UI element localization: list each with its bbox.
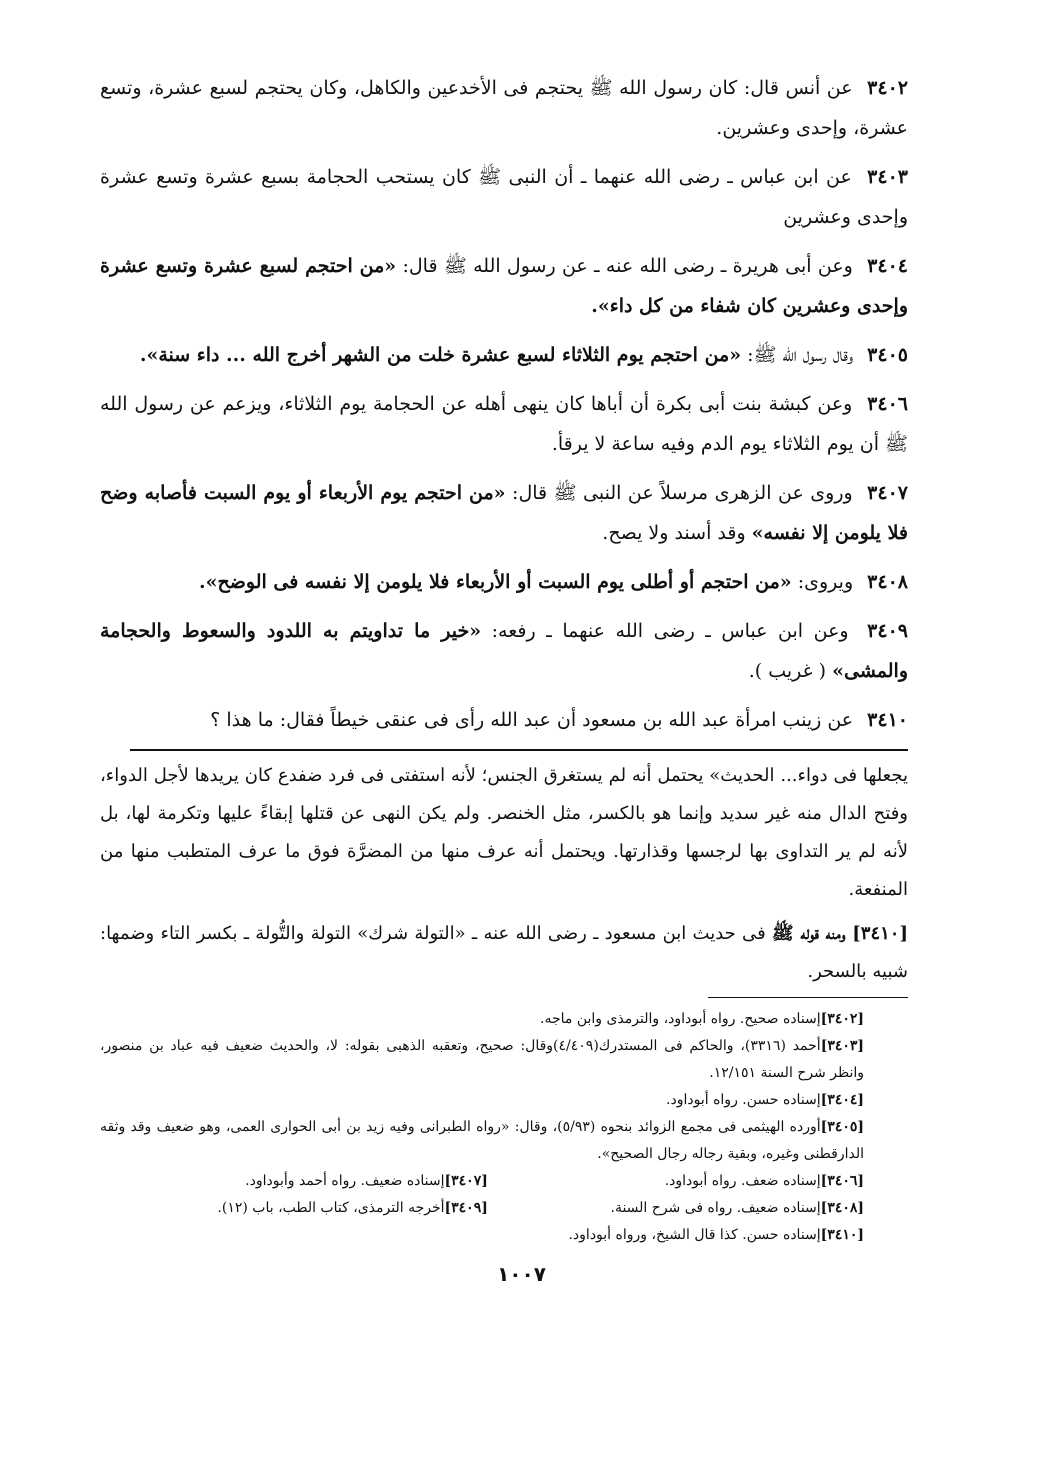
footnote-3405 xyxy=(100,1114,908,1168)
hadith-quote: «خير ما تداويتم به اللدود والسعوط والحجامة والمشى» xyxy=(100,620,908,682)
hadith-number: ٣٤٠٧ xyxy=(867,482,908,504)
commentary-ref: [٣٤١٠] ومنه قوله ﷺ xyxy=(771,923,908,944)
footnote-3403 xyxy=(100,1033,908,1087)
footnote-text: إسناده ضعيف. رواه أحمد وأبوداود. xyxy=(245,1173,445,1189)
commentary-paragraph-3410 xyxy=(100,915,908,991)
hadith-text: ويروى: xyxy=(797,571,854,593)
footnote-text: إسناده ضعف. رواه أبوداود. xyxy=(664,1173,821,1189)
hadith-number: ٣٤٠٨ xyxy=(867,571,908,593)
footnote-3409 xyxy=(100,1195,488,1222)
hadith-tail: ( غريب ). xyxy=(748,660,833,682)
hadith-quote: «من احتجم يوم الثلاثاء لسبع عشرة خلت من الشهر أخرج الله ... داء سنة». xyxy=(139,344,742,366)
hadith-text: وعن ابن عباس ـ رضى الله عنهما ـ رفعه: xyxy=(491,620,849,642)
hadith-number: ٣٤٠٢ xyxy=(867,77,908,99)
hadith-text: عن زينب امرأة عبد الله بن مسعود أن عبد الله رأى فى عنقى خيطاً فقال: ما هذا ؟ xyxy=(210,709,854,731)
footnote-ref: [٣٤٠٦] xyxy=(820,1173,864,1189)
hadith-text: وعن أبى هريرة ـ رضى الله عنه ـ عن رسول الله ﷺ قال: xyxy=(402,255,853,277)
commentary-text: فى حديث ابن مسعود ـ رضى الله عنه ـ «التولة شرك» التولة والتُّولة ـ بكسر التاء وضمها: شبيه بالسحر. xyxy=(100,923,908,982)
section-divider xyxy=(130,749,908,751)
footnote-3410 xyxy=(100,1222,908,1249)
footnote-row xyxy=(100,1168,908,1195)
footnote-rule xyxy=(708,997,908,998)
footnote-3407 xyxy=(100,1168,488,1195)
footnote-text: أورده الهيثمى فى مجمع الزوائد بنحوه (٥/٩٣)، وقال: «رواه الطبرانى وفيه زيد بن أبى الحوارى العمى، وهو ضعيف وقد وثقه الدارقطنى وغيره، وبقية رجاله رجال الصحيح». xyxy=(100,1119,864,1162)
hadith-3408 xyxy=(100,562,908,602)
footnote-text: إسناده ضعيف. رواه فى شرح السنة. xyxy=(610,1200,821,1216)
hadith-number: ٣٤١٠ xyxy=(867,709,908,731)
footnote-ref: [٣٤٠٤] xyxy=(820,1092,864,1108)
hadith-number: ٣٤٠٩ xyxy=(867,620,908,642)
hadith-text: وقال رسول الله ﷺ: xyxy=(747,344,854,366)
footnote-3402 xyxy=(100,1006,908,1033)
hadith-3403 xyxy=(100,157,908,237)
hadith-quote: «من احتجم أو أطلى يوم السبت أو الأربعاء فلا يلومن إلا نفسه فى الوضح». xyxy=(199,571,792,593)
footnote-ref: [٣٤٠٨] xyxy=(820,1200,864,1216)
footnote-ref: [٣٤٠٣] xyxy=(820,1038,865,1054)
hadith-text: عن ابن عباس ـ رضى الله عنهما ـ أن النبى ﷺ كان يستحب الحجامة بسبع عشرة وتسع عشرة وإحدى وعشرين xyxy=(100,166,908,228)
hadith-3407 xyxy=(100,473,908,553)
hadith-number: ٣٤٠٣ xyxy=(867,166,908,188)
hadith-number: ٣٤٠٥ xyxy=(867,344,908,366)
footnote-text: إسناده صحيح. رواه أبوداود، والترمذى وابن ماجه. xyxy=(540,1011,821,1027)
hadith-3404 xyxy=(100,246,908,326)
hadith-3402 xyxy=(100,68,908,148)
footnote-text: أحمد (٣٣١٦)، والحاكم فى المستدرك(٤/٤٠٩)وقال: صحيح، وتعقبه الذهبى بقوله: لا، والحديث ضعيف فيه عباد بن منصور، وانظر شرح السنة ١٢/١٥١. xyxy=(100,1038,864,1081)
document-page xyxy=(100,68,908,1249)
footnote-3408 xyxy=(488,1195,908,1222)
hadith-tail: وقد أسند ولا يصح. xyxy=(602,522,752,544)
commentary-paragraph: يجعلها فى دواء... الحديث» يحتمل أنه لم يستغرق الجنس؛ لأنه استفتى فى فرد ضفدع كان يريدها لأجل الدواء، وفتح الدال منه غير سديد وإنما هو بالكسر، مثل الخنصر. ولم يكن النهى عن قتلها إبقاءً عليها وتكرمة لها، بل لأنه لم ير التداوى بها لرجسها وقذارتها. ويحتمل أنه عرف منها من المضرَّة فوق ما عرف المتطبب منها من المنفعة. xyxy=(100,765,908,900)
hadith-3410 xyxy=(100,700,908,740)
page-number: ١٠٠٧ xyxy=(497,1262,546,1286)
footnote-ref: [٣٤٠٥] xyxy=(820,1119,864,1135)
footnote-ref: [٣٤٠٩] xyxy=(444,1200,488,1216)
hadith-text: وروى عن الزهرى مرسلاً عن النبى ﷺ قال: xyxy=(512,482,853,504)
hadith-number: ٣٤٠٦ xyxy=(867,393,908,415)
hadith-text: وعن كبشة بنت أبى بكرة أن أباها كان ينهى أهله عن الحجامة يوم الثلاثاء، ويزعم عن رسول الله ﷺ أن يوم الثلاثاء يوم الدم وفيه ساعة لا يرقأ. xyxy=(100,393,908,455)
footnote-ref: [٣٤٠٧] xyxy=(444,1173,488,1189)
footnote-text: إسناده حسن. رواه أبوداود. xyxy=(666,1092,821,1108)
footnote-3406 xyxy=(488,1168,908,1195)
footnote-text: أخرجه الترمذى، كتاب الطب، باب (١٢). xyxy=(217,1200,445,1216)
footnote-ref: [٣٤٠٢] xyxy=(820,1011,864,1027)
footnote-text: إسناده حسن. كذا قال الشيخ، ورواه أبوداود. xyxy=(568,1227,821,1243)
footnote-row xyxy=(100,1195,908,1222)
footnote-ref: [٣٤١٠] xyxy=(820,1227,864,1243)
hadith-quote: «من احتجم يوم الأربعاء أو يوم السبت فأصابه وضح فلا يلومن إلا نفسه» xyxy=(100,482,908,544)
hadith-3406 xyxy=(100,384,908,464)
hadith-3405 xyxy=(100,335,908,375)
hadith-number: ٣٤٠٤ xyxy=(867,255,908,277)
hadith-3409 xyxy=(100,611,908,691)
hadith-quote: «من احتجم لسبع عشرة وتسع عشرة وإحدى وعشرين كان شفاء من كل داء». xyxy=(100,255,908,317)
hadith-text: عن أنس قال: كان رسول الله ﷺ يحتجم فى الأخدعين والكاهل، وكان يحتجم لسبع عشرة، وتسع عشرة، وإحدى وعشرين. xyxy=(100,77,908,139)
footnote-3404 xyxy=(100,1087,908,1114)
